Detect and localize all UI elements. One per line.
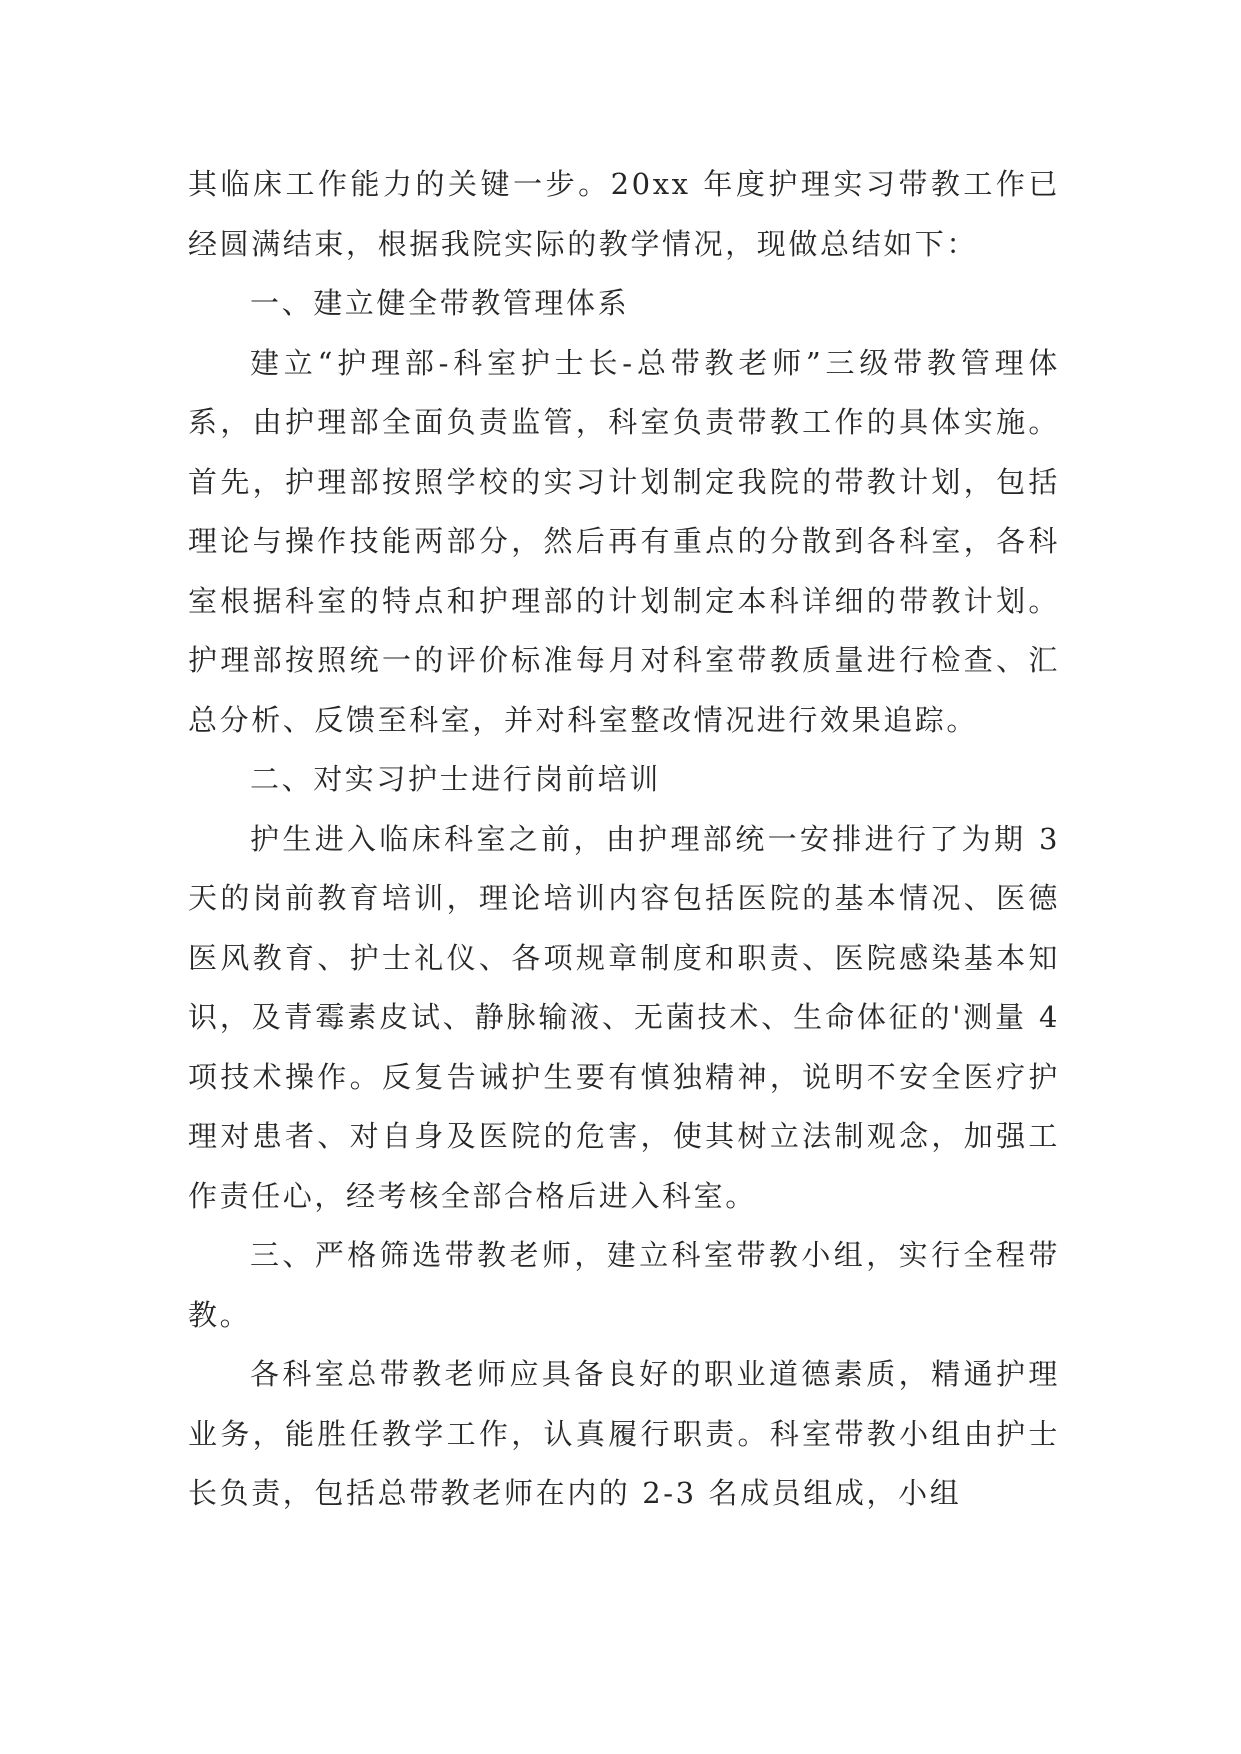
section-heading-2: 二、对实习护士进行岗前培训 (250, 762, 661, 796)
paragraph-management-system: 建立“护理部-科室护士长-总带教老师”三级带教管理体系，由护理部全面负责监管，科室负责带教工作的具体实施。首先，护理部按照学校的实习计划制定我院的带教计划，包括理论与操作技能两部分，然后再有重点的分散到各科室，各科室根据科室的特点和护理部的计划制定本科详细的带教计划。护理部按照统一的评价标准每月对科室带教质量进行检查、汇总分析、反馈至科室，并对科室整改情况进行效果追踪。 (188, 345, 1060, 737)
paragraph-intro-continuation: 其临床工作能力的关键一步。20xx 年度护理实习带教工作已经圆满结束，根据我院实际的教学情况，现做总结如下： (188, 167, 1060, 261)
paragraph-teacher-selection: 各科室总带教老师应具备良好的职业道德素质，精通护理业务，能胜任教学工作，认真履行职责。科室带教小组由护士长负责，包括总带教老师在内的 2-3 名成员组成，小组 (188, 1357, 1060, 1510)
document-body (188, 155, 1060, 1524)
section-heading-3: 三、严格筛选带教老师，建立科室带教小组，实行全程带教。 (188, 1238, 1060, 1332)
paragraph-pre-job-training: 护生进入临床科室之前，由护理部统一安排进行了为期 3 天的岗前教育培训，理论培训内容包括医院的基本情况、医德医风教育、护士礼仪、各项规章制度和职责、医院感染基本知识，及青霉素皮试、静脉输液、无菌技术、生命体征的'测量 4 项技术操作。反复告诫护生要有慎独精神，说明不安全医疗护理对患者、对自身及医院的危害，使其树立法制观念，加强工作责任心，经考核全部合格后进入科室。 (188, 821, 1060, 1213)
section-heading-1: 一、建立健全带教管理体系 (250, 286, 630, 320)
